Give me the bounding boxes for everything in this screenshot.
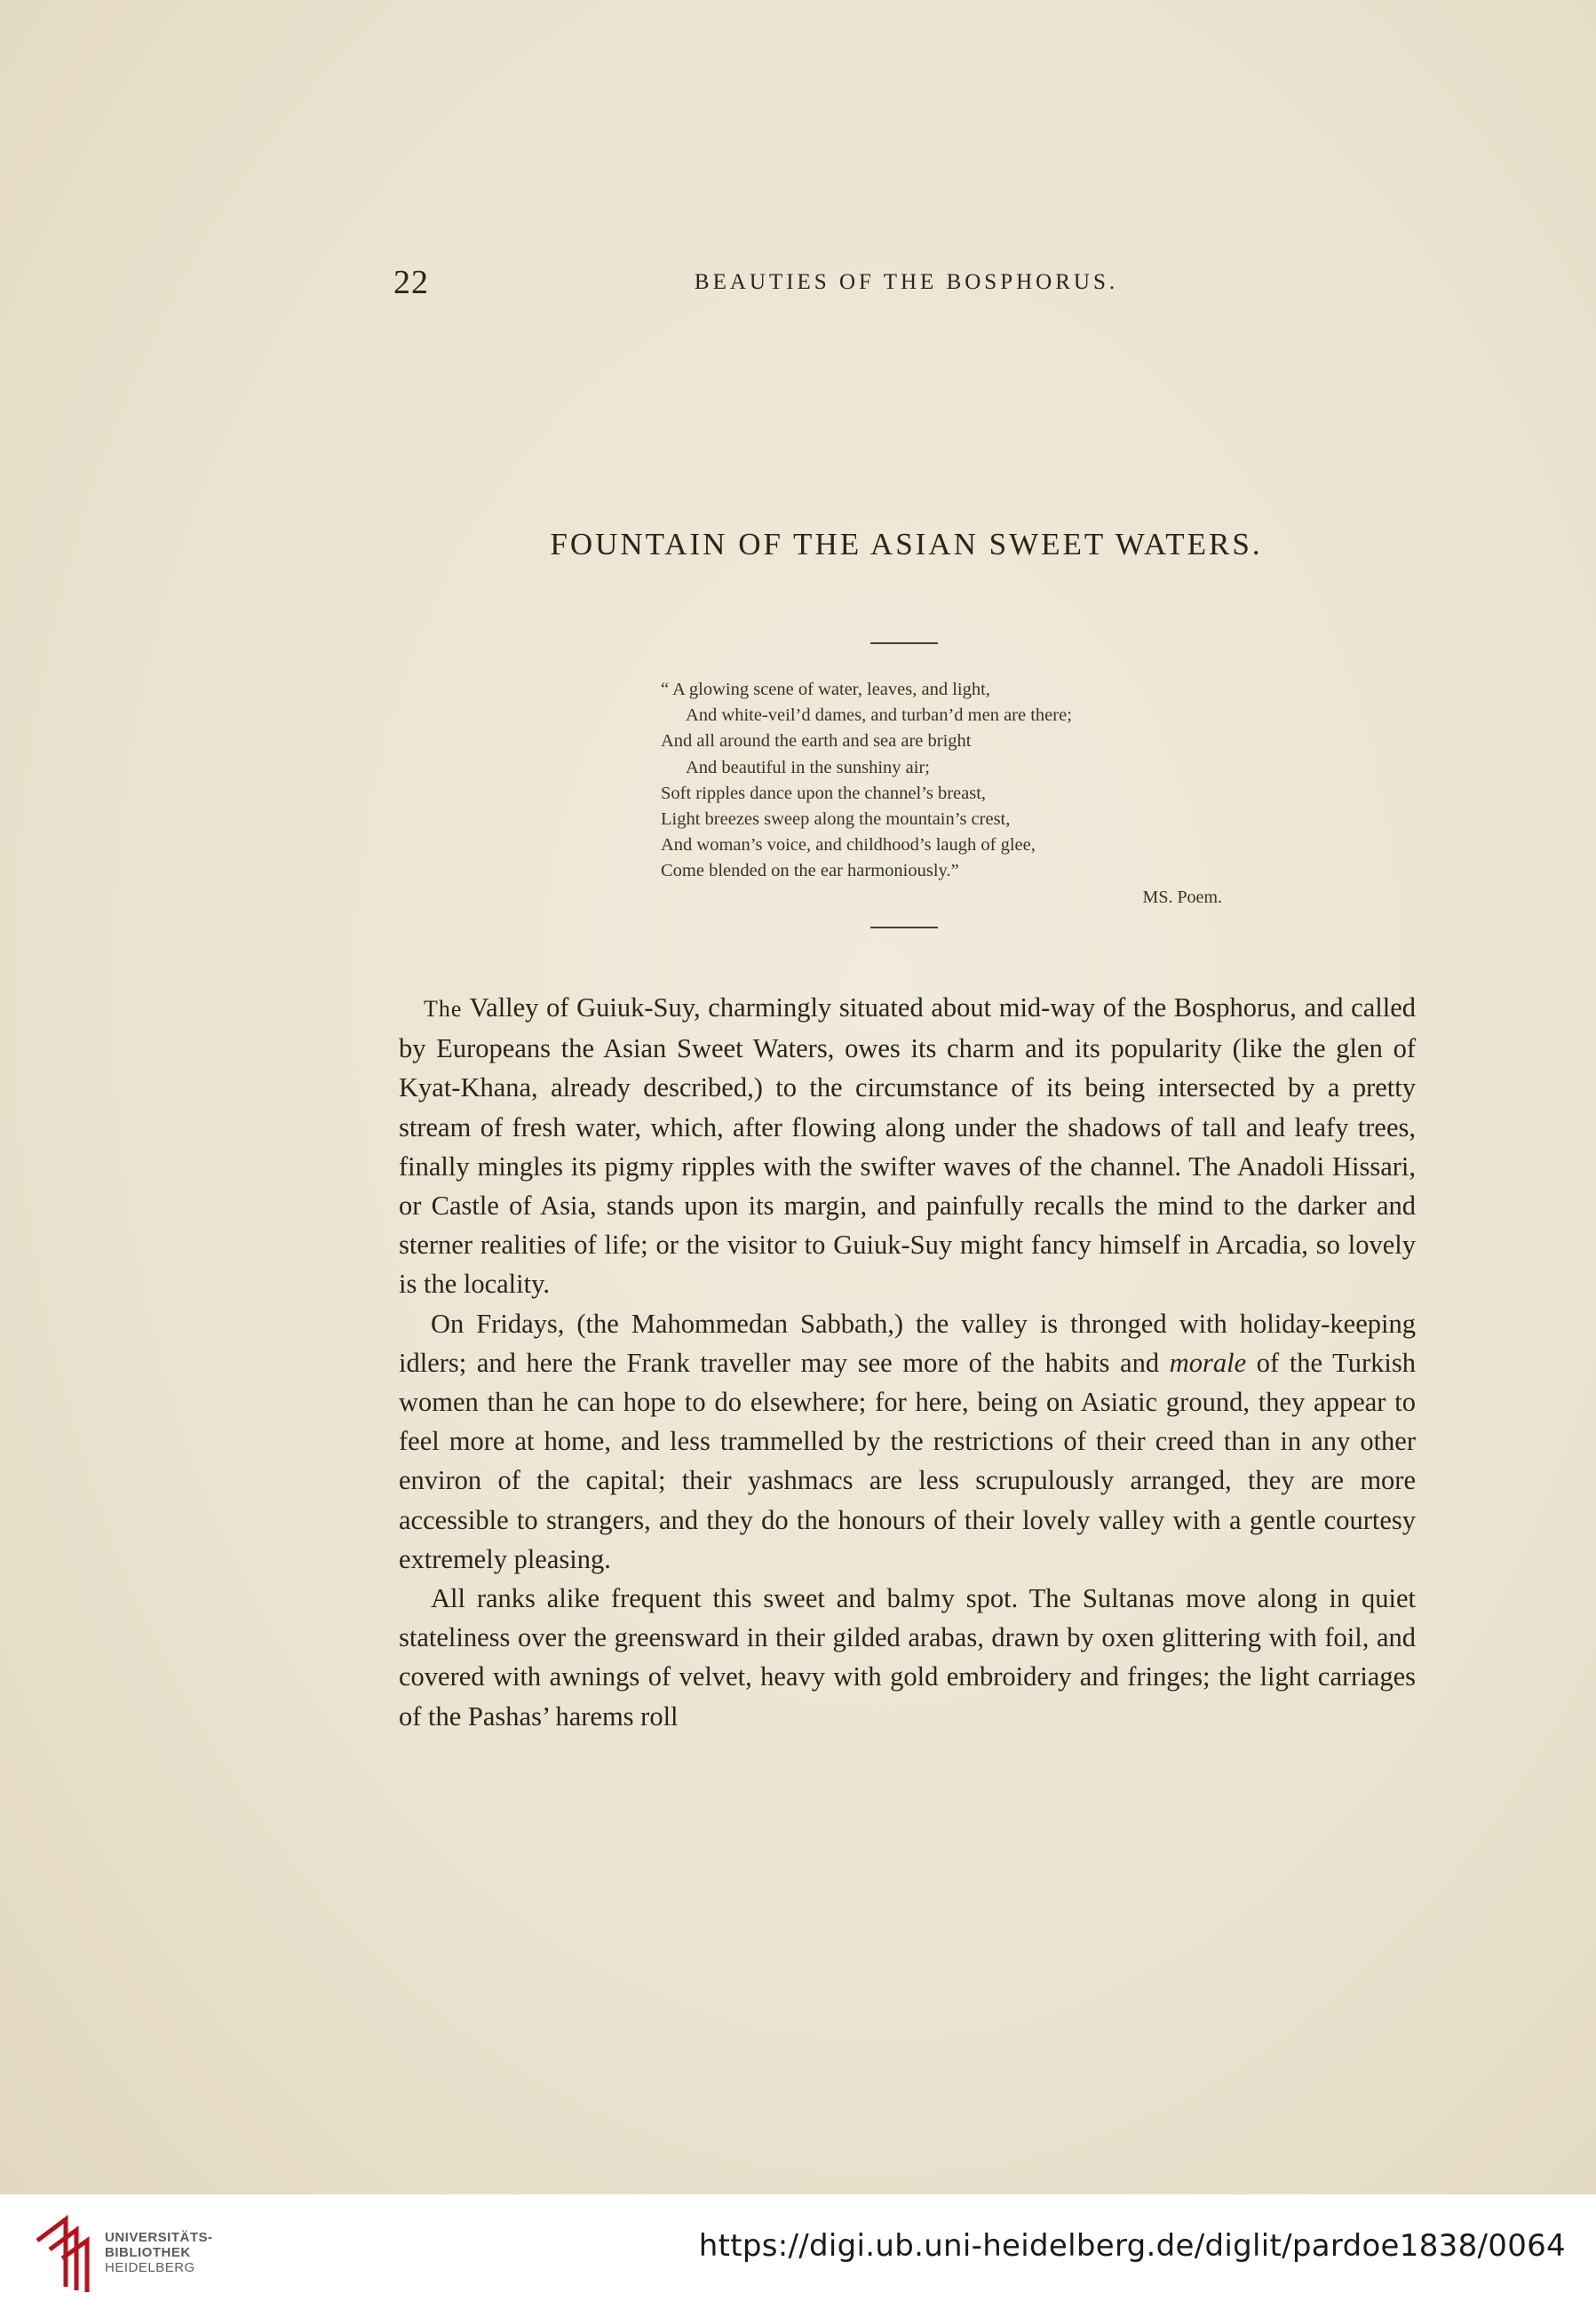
poem-line: And beautiful in the sunshiny air; <box>686 757 930 777</box>
poem-line: “ A glowing scene of water, leaves, and light, <box>661 680 990 699</box>
running-head <box>393 263 1419 307</box>
library-logo[interactable] <box>30 2214 243 2294</box>
poem-line: And woman’s voice, and childhood’s laugh of glee, <box>661 835 1036 856</box>
paragraph-3: All ranks alike frequent this sweet and balmy spot. The Sultanas move along in quiet stateliness over the greensward in their gilded arabas, drawn by oxen glittering with foil, and covered with awnings of velvet, heavy with gold embroidery and fringes; the light carriages of the Pashas’ harems roll <box>399 1583 1416 1732</box>
library-logo-text <box>105 2230 213 2275</box>
poem-line: Come blended on the ear harmoniously.” <box>661 861 959 881</box>
top-divider <box>870 642 938 644</box>
paragraph-2 <box>399 1304 1416 1579</box>
paragraph-1-text: Valley of Guiuk-Suy, charmingly situated about mid-way of the Bosphorus, and called by Europeans the Asian Sweet Waters, owes its charm and its popularity (like the glen of Kyat-Khana, already described,) to the circumstance of its being intersected by a pretty stream of fresh water, which, after flowing along under the shadows of tall and leafy trees, finally mingles its pigmy ripples with the swifter waves of the channel. The Anadoli Hissari, or Castle of Asia, stands upon its margin, and painfully recalls the mind to the darker and sterner realities of life; or the visitor to Guiuk-Suy might fancy himself in Arcadia, so lovely is the locality. <box>399 992 1416 1300</box>
paragraph-2-text-b: of the Turkish women than he can hope to do elsewhere; for here, being on Asiatic ground, they appear to feel more at home, and less trammelled by the restrictions of their creed than in any other environ of the capital; their yashmacs are less scrupulously arranged, they are more accessible to strangers, and they do the honours of their lovely valley with a gentle courtesy extremely pleasing. <box>399 1347 1416 1574</box>
logo-line: BIBLIOTHEK <box>105 2245 191 2260</box>
logo-line: UNIVERSITÄTS- <box>105 2230 213 2245</box>
poem-line: And all around the earth and sea are bright <box>661 731 972 752</box>
running-title: BEAUTIES OF THE BOSPHORUS. <box>694 270 1119 294</box>
body-text <box>399 988 1416 1736</box>
viewer-footer <box>0 2194 1596 2309</box>
poem-line: And white-veil’d dames, and turban’d men are there; <box>686 705 1072 726</box>
epigraph-poem <box>661 677 1229 911</box>
permalink-url[interactable]: https://digi.ub.uni-heidelberg.de/diglit/pardoe1838/0064 <box>698 2228 1566 2264</box>
page-number: 22 <box>393 264 429 301</box>
paragraph-2-text-a: On Fridays, (the Mahommedan Sabbath,) the valley is thronged with holiday-keeping idlers; and here the Frank traveller may see more of the habits and <box>399 1308 1416 1378</box>
logo-line: HEIDELBERG <box>105 2260 195 2275</box>
chapter-title: FOUNTAIN OF THE ASIAN SWEET WATERS. <box>550 527 1263 561</box>
italic-word: morale <box>1169 1347 1247 1378</box>
paragraph-1 <box>399 988 1416 1304</box>
library-logo-icon <box>30 2214 94 2292</box>
bottom-divider <box>870 927 938 928</box>
opening-small-caps: The <box>424 996 463 1022</box>
poem-line: Soft ripples dance upon the channel’s breast, <box>661 783 987 803</box>
poem-line: Light breezes sweep along the mountain’s crest, <box>661 809 1011 830</box>
poem-attribution: MS. Poem. <box>1142 887 1222 907</box>
